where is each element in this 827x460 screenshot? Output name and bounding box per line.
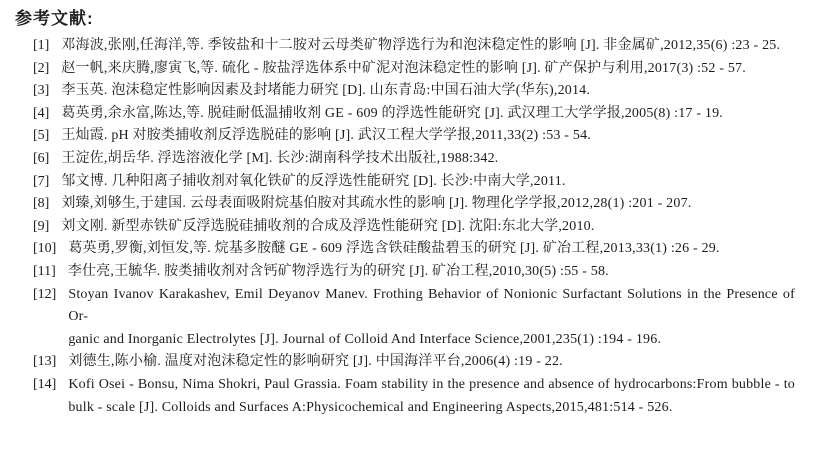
reference-line: bulk - scale [J]. Colloids and Surfaces A:Physicochemical and Engineering Aspects,2015,481:514 - 526. xyxy=(68,399,673,415)
reference-item xyxy=(33,374,795,419)
reference-text xyxy=(61,80,795,103)
reference-item xyxy=(33,80,795,103)
reference-item xyxy=(33,284,795,352)
reference-number: [9] xyxy=(33,218,50,234)
reference-line: 赵一帆,来庆腾,廖寅飞,等. 硫化 - 胺盐浮选体系中矿泥对泡沫稳定性的影响 [J]. 矿产保护与利用,2017(3) :52 - 57. xyxy=(61,60,746,76)
reference-line: 邓海波,张刚,任海洋,等. 季铵盐和十二胺对云母类矿物浮选行为和泡沫稳定性的影响 [J]. 非金属矿,2012,35(6) :23 - 25. xyxy=(61,38,781,53)
reference-number: [13] xyxy=(33,354,57,370)
reference-line: 葛英勇,罗衡,刘恒发,等. 烷基多胺醚 GE - 609 浮选含铁硅酸盐碧玉的研究 [J]. 矿冶工程,2013,33(1) :26 - 29. xyxy=(68,241,720,257)
reference-text xyxy=(68,238,795,261)
reference-text xyxy=(61,35,795,58)
reference-number: [5] xyxy=(33,128,50,144)
reference-item xyxy=(33,171,795,194)
reference-item xyxy=(33,216,795,239)
reference-line: Stoyan Ivanov Karakashev, Emil Deyanov Manev. Frothing Behavior of Nonionic Surfactant Solutions in the Presence of Or- xyxy=(68,286,795,325)
references-heading: 参考文献: xyxy=(15,9,94,28)
reference-number: [2] xyxy=(33,60,50,76)
reference-line: 王淀佐,胡岳华. 浮选溶液化学 [M]. 长沙:湖南科学技术出版社,1988:342. xyxy=(61,150,499,166)
reference-text xyxy=(61,103,795,126)
reference-text xyxy=(68,351,795,374)
reference-item xyxy=(33,103,795,126)
reference-item xyxy=(33,148,795,171)
reference-item xyxy=(33,193,795,216)
reference-number: [4] xyxy=(33,105,50,121)
reference-item xyxy=(33,261,795,284)
reference-number: [1] xyxy=(33,38,50,53)
reference-line: ganic and Inorganic Electrolytes [J]. Journal of Colloid And Interface Science,2001,235(1) :194 - 196. xyxy=(68,331,662,347)
reference-item xyxy=(33,238,795,261)
reference-line: 葛英勇,余永富,陈达,等. 脱硅耐低温捕收剂 GE - 609 的浮选性能研究 [J]. 武汉理工大学学报,2005(8) :17 - 19. xyxy=(61,105,723,121)
reference-line: 刘文刚. 新型赤铁矿反浮选脱硅捕收剂的合成及浮选性能研究 [D]. 沈阳:东北大学,2010. xyxy=(61,218,595,234)
reference-number: [7] xyxy=(33,173,50,189)
reference-text xyxy=(68,261,795,284)
reference-line: 刘臻,刘够生,于建国. 云母表面吸附烷基伯胺对其疏水性的影响 [J]. 物理化学学报,2012,28(1) :201 - 207. xyxy=(61,196,692,212)
reference-line: 李仕亮,王毓华. 胺类捕收剂对含钙矿物浮选行为的研究 [J]. 矿冶工程,2010,30(5) :55 - 58. xyxy=(67,263,609,279)
reference-text xyxy=(61,58,795,81)
reference-text xyxy=(68,284,795,352)
reference-line: 刘德生,陈小榆. 温度对泡沫稳定性的影响研究 [J]. 中国海洋平台,2006(4) :19 - 22. xyxy=(68,354,563,370)
reference-number: [10] xyxy=(33,241,57,257)
reference-text xyxy=(61,216,795,239)
reference-line: Kofi Osei - Bonsu, Nima Shokri, Paul Grassia. Foam stability in the presence and absence of hydrocarbons:From bubble - to xyxy=(68,376,795,392)
references-list xyxy=(33,35,795,419)
reference-item xyxy=(33,351,795,374)
reference-line: 邹文博. 几种阳离子捕收剂对氧化铁矿的反浮选性能研究 [D]. 长沙:中南大学,2011. xyxy=(61,173,566,189)
reference-item xyxy=(33,58,795,81)
reference-item xyxy=(33,125,795,148)
reference-item xyxy=(33,35,795,58)
reference-number: [11] xyxy=(33,263,56,279)
reference-number: [8] xyxy=(33,196,50,212)
reference-text xyxy=(61,125,795,148)
reference-number: [14] xyxy=(33,376,57,392)
reference-text xyxy=(61,193,795,216)
reference-line: 王灿霞. pH 对胺类捕收剂反浮选脱硅的影响 [J]. 武汉工程大学学报,2011,33(2) :53 - 54. xyxy=(61,128,591,144)
reference-text xyxy=(61,171,795,194)
reference-number: [6] xyxy=(33,150,50,166)
reference-line: 李玉英. 泡沫稳定性影响因素及封堵能力研究 [D]. 山东青岛:中国石油大学(华东),2014. xyxy=(61,83,591,99)
reference-number: [12] xyxy=(33,286,57,302)
reference-number: [3] xyxy=(33,83,50,99)
reference-text xyxy=(68,374,795,419)
reference-text xyxy=(61,148,795,171)
